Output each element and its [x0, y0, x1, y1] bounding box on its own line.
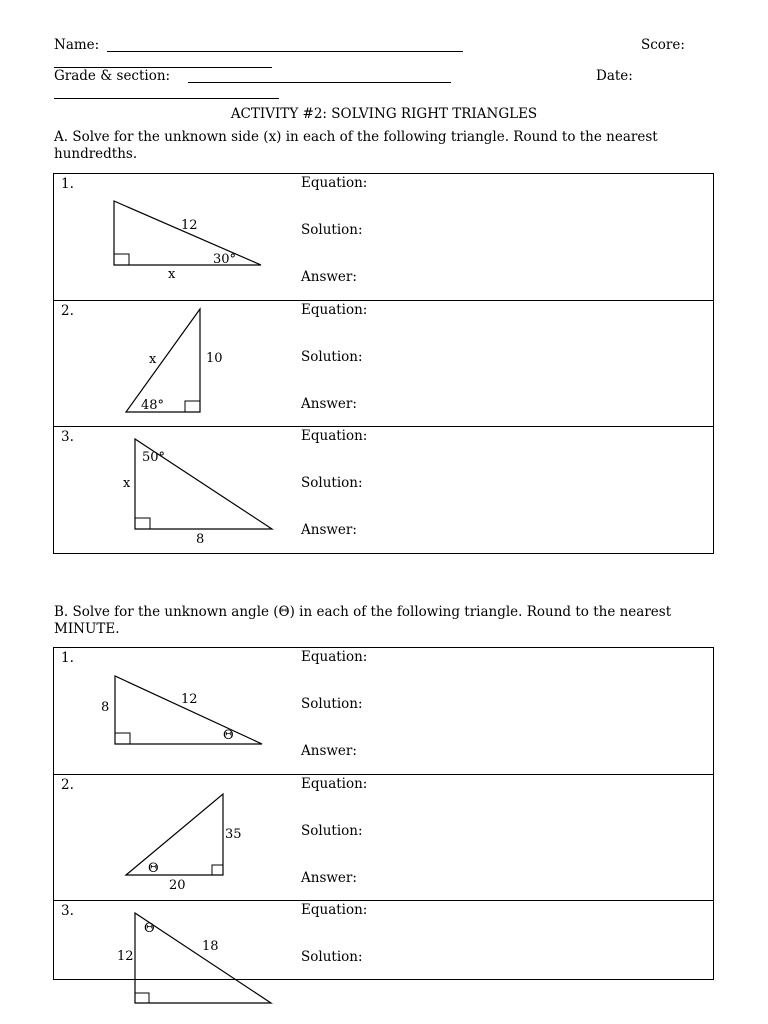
- base-label: x: [168, 267, 176, 282]
- answer-label: Answer:: [301, 396, 357, 412]
- name-field[interactable]: [107, 51, 463, 52]
- equation-label: Equation:: [301, 175, 368, 191]
- solution-label: Solution:: [301, 696, 363, 712]
- part-b-instruction: B. Solve for the unknown angle (Θ) in each of the following triangle. Round to the nearest MINUTE.: [54, 604, 672, 637]
- side-label: 8: [101, 700, 110, 715]
- answer-label: Answer:: [301, 522, 357, 538]
- hyp-label: 12: [181, 692, 198, 707]
- triangle-diagram: [54, 648, 294, 775]
- angle-label: Θ: [144, 921, 155, 936]
- name-label: Name:: [54, 37, 100, 53]
- solution-label: Solution:: [301, 349, 363, 365]
- date-label: Date:: [596, 68, 633, 84]
- score-label: Score:: [641, 37, 685, 53]
- equation-label: Equation:: [301, 902, 368, 918]
- side-label: x: [123, 476, 131, 491]
- side-label: 10: [206, 351, 223, 366]
- part-a-item-2: [54, 300, 713, 427]
- angle-label: 48°: [141, 398, 165, 413]
- part-a-table: [53, 173, 714, 554]
- item-number: 3.: [61, 429, 74, 445]
- item-number: 3.: [61, 903, 74, 919]
- hyp-label: 18: [202, 939, 219, 954]
- equation-label: Equation:: [301, 649, 368, 665]
- triangle-diagram: [54, 301, 294, 428]
- angle-label: 30°: [213, 252, 237, 267]
- grade-field[interactable]: [188, 82, 451, 83]
- part-a-item-1: [54, 174, 713, 301]
- date-field[interactable]: [54, 98, 279, 99]
- triangle-diagram: [53, 899, 293, 1011]
- part-b-item-1: [54, 648, 713, 775]
- side-label: 35: [225, 827, 242, 842]
- triangle-diagram: [54, 174, 294, 301]
- angle-label: Θ: [223, 728, 234, 743]
- base-label: 8: [196, 532, 205, 547]
- page-title: ACTIVITY #2: SOLVING RIGHT TRIANGLES: [230, 106, 538, 122]
- answer-label: Answer:: [301, 743, 357, 759]
- triangle-diagram: [54, 427, 294, 555]
- item-number: 2.: [61, 303, 74, 319]
- equation-label: Equation:: [301, 776, 368, 792]
- triangle-diagram: [54, 775, 294, 902]
- hyp-label: 12: [181, 218, 198, 233]
- item-number: 1.: [61, 176, 74, 192]
- solution-label: Solution:: [301, 823, 363, 839]
- solution-label: Solution:: [301, 949, 363, 965]
- item-number: 2.: [61, 777, 74, 793]
- hyp-label: x: [149, 352, 157, 367]
- part-b-item-2: [54, 774, 713, 901]
- item-number: 1.: [61, 650, 74, 666]
- part-a-item-3: [54, 426, 713, 554]
- equation-label: Equation:: [301, 302, 368, 318]
- grade-label: Grade & section:: [54, 68, 171, 84]
- angle-label: 50°: [142, 450, 166, 465]
- side-label: 12: [117, 949, 134, 964]
- answer-label: Answer:: [301, 269, 357, 285]
- part-a-instruction: A. Solve for the unknown side (x) in each of the following triangle. Round to the nearest hundredths.: [54, 129, 658, 162]
- solution-label: Solution:: [301, 475, 363, 491]
- answer-label: Answer:: [301, 870, 357, 886]
- equation-label: Equation:: [301, 428, 368, 444]
- base-label: 20: [169, 878, 186, 893]
- solution-label: Solution:: [301, 222, 363, 238]
- angle-label: Θ: [148, 861, 159, 876]
